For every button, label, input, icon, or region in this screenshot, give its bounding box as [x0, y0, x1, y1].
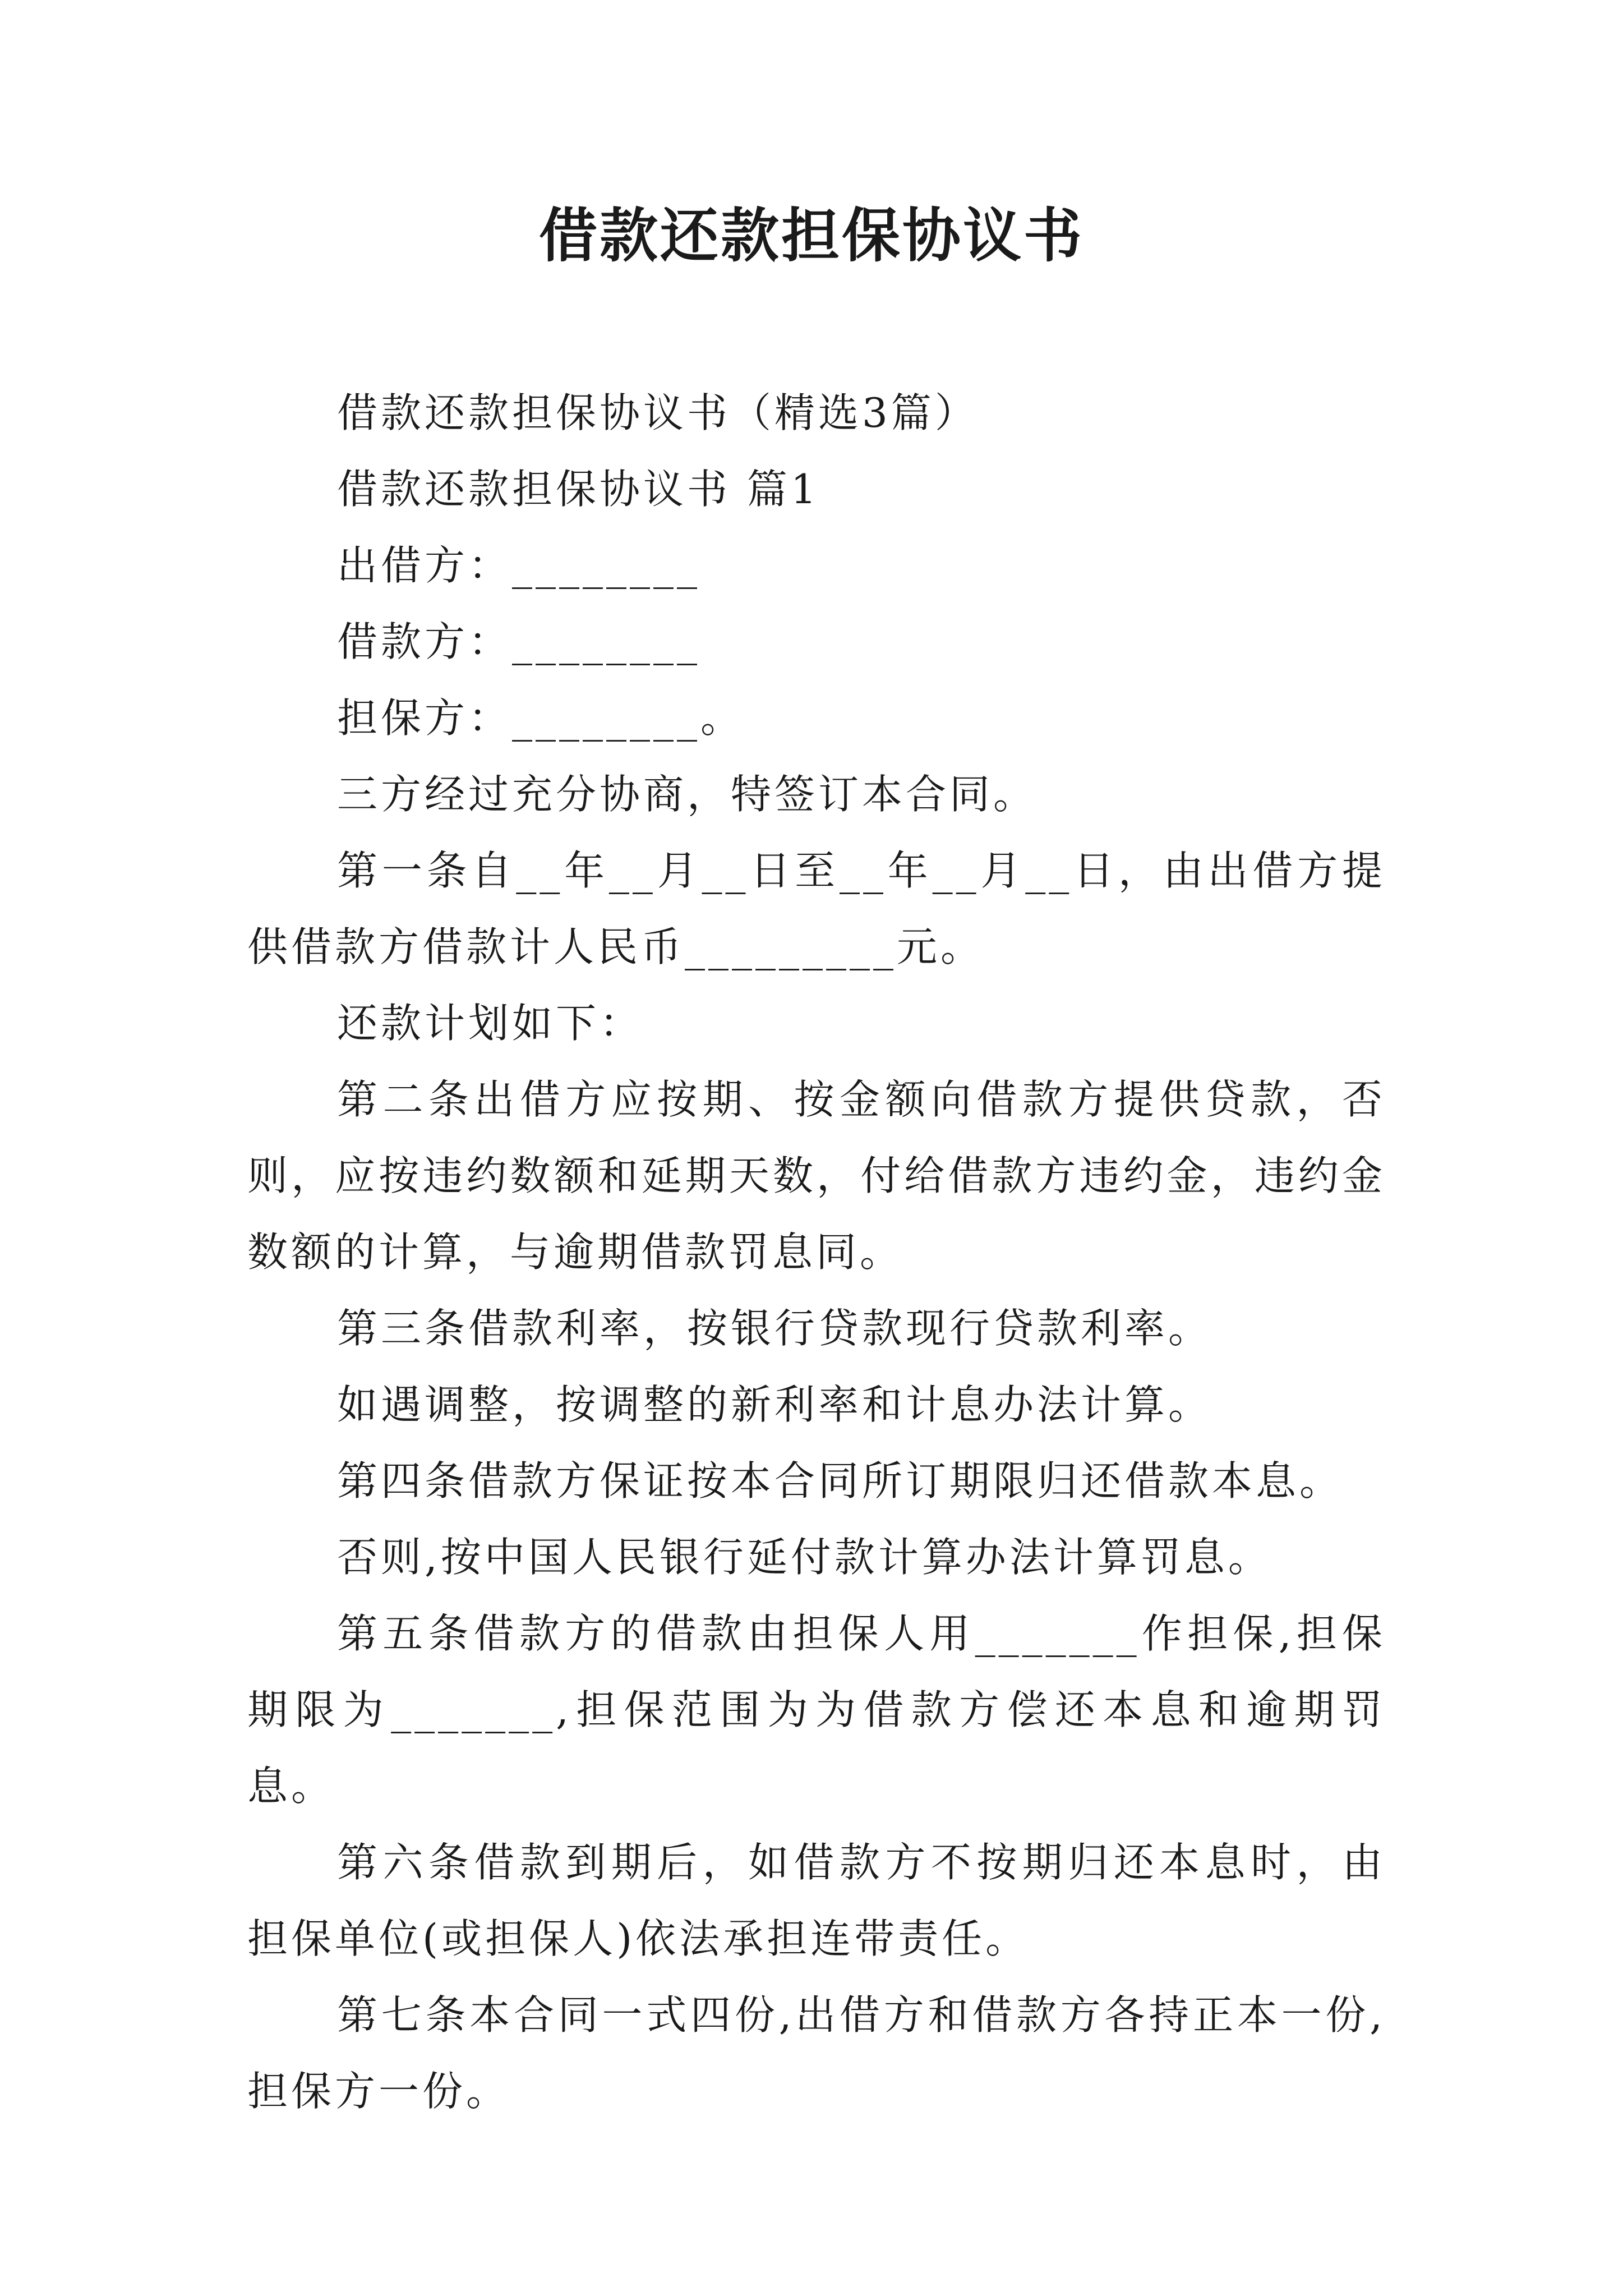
borrower-line: 借款方：________ [337, 618, 701, 665]
article-5: 第五条借款方的借款由担保人用_______作担保,担保期限为_______,担保范围为为借款方偿还本息和逾期罚息。 [247, 1610, 1386, 1810]
article-2: 第二条出借方应按期、按金额向借款方提供贷款，否则，应按违约数额和延期天数，付给借款方违约金，违约金数额的计算，与逾期借款罚息同。 [247, 1076, 1386, 1276]
article-7: 第七条本合同一式四份,出借方和借款方各持正本一份,担保方一份。 [247, 1991, 1386, 2115]
lender-line: 出借方：________ [337, 542, 701, 589]
article-3: 第三条借款利率，按银行贷款现行贷款利率。 [337, 1305, 1212, 1352]
guarantor-line: 担保方：________。 [337, 694, 745, 742]
preamble-paragraph: 三方经过充分协商，特签订本合同。 [337, 771, 1038, 818]
subtitle-paragraph: 借款还款担保协议书（精选3篇） [337, 389, 979, 436]
document-body [247, 375, 1386, 2129]
penalty-paragraph: 否则,按中国人民银行延付款计算办法计算罚息。 [337, 1534, 1272, 1581]
section-heading: 借款还款担保协议书 篇1 [337, 466, 820, 513]
document-title: 借款还款担保协议书 [538, 201, 1084, 270]
repayment-plan-label: 还款计划如下： [337, 1000, 644, 1047]
article-1: 第一条自__年__月__日至__年__月__日，由出借方提供借款方借款计人民币_________元。 [247, 847, 1386, 970]
article-4: 第四条借款方保证按本合同所订期限归还借款本息。 [337, 1457, 1344, 1504]
article-6: 第六条借款到期后，如借款方不按期归还本息时，由担保单位(或担保人)依法承担连带责任。 [247, 1839, 1386, 1962]
rate-adjustment-paragraph: 如遇调整，按调整的新利率和计息办法计算。 [337, 1381, 1212, 1428]
